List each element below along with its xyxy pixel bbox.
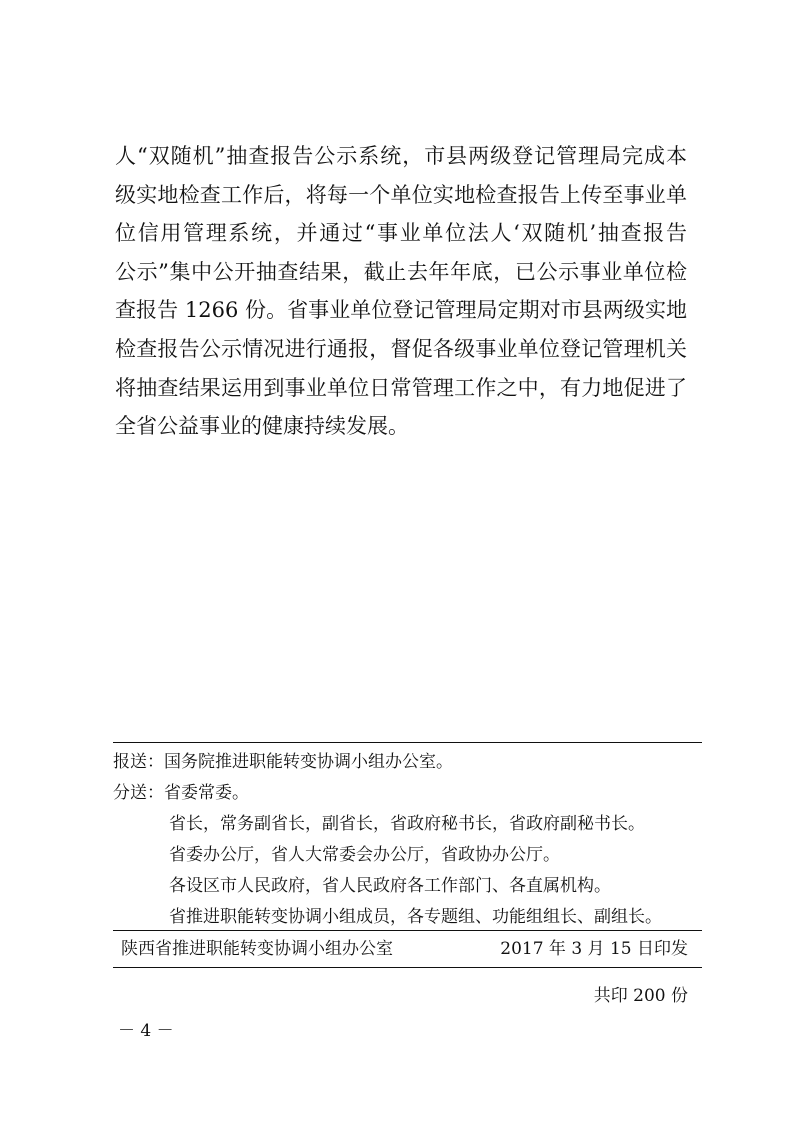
copy-to-line: 分送：省委常委。 [113, 783, 249, 803]
page-number: － 4 － [118, 1021, 174, 1041]
copy-recipient-line: 各设区市人民政府，省人民政府各工作部门、各直属机构。 [169, 876, 611, 896]
body-line: 将抽查结果运用到事业单位日常管理工作之中，有力地促进了 [115, 375, 687, 400]
body-line: 级实地检查工作后，将每一个单位实地检查报告上传至事业单 [115, 182, 687, 207]
copy-recipient-line: 省委办公厅，省人大常委会办公厅，省政协办公厅。 [169, 845, 560, 865]
issuer-row [113, 933, 688, 965]
distribution-top-rule [113, 742, 702, 743]
issuer-office: 陕西省推进职能转变协调小组办公室 [121, 939, 393, 959]
body-line: 位信用管理系统，并通过“事业单位法人‘双随机’抽查报告 [115, 221, 687, 246]
body-line: 检查报告公示情况进行通报，督促各级事业单位登记管理机关 [115, 336, 687, 361]
body-line: 人“双随机”抽查报告公示系统，市县两级登记管理局完成本 [115, 144, 687, 168]
body-line: 公示”集中公开抽查结果，截止去年年底，已公示事业单位检 [115, 259, 687, 284]
issuer-top-rule [113, 930, 702, 931]
issuer-bottom-rule [113, 967, 702, 968]
copy-recipient-line: 省长，常务副省长，副省长，省政府秘书长，省政府副秘书长。 [169, 814, 645, 834]
issue-date: 2017 年 3 月 15 日印发 [500, 939, 688, 959]
report-to-line: 报送：国务院推进职能转变协调小组办公室。 [113, 752, 453, 772]
distribution-block [113, 747, 702, 933]
print-copies: 共印 200 份 [593, 986, 688, 1006]
body-paragraph [115, 137, 687, 446]
body-line: 查报告 1266 份。省事业单位登记管理局定期对市县两级实地 [115, 298, 687, 323]
copy-recipient-line: 省推进职能转变协调小组成员，各专题组、功能组组长、副组长。 [169, 907, 662, 927]
body-line-last: 全省公益事业的健康持续发展。 [115, 414, 409, 439]
